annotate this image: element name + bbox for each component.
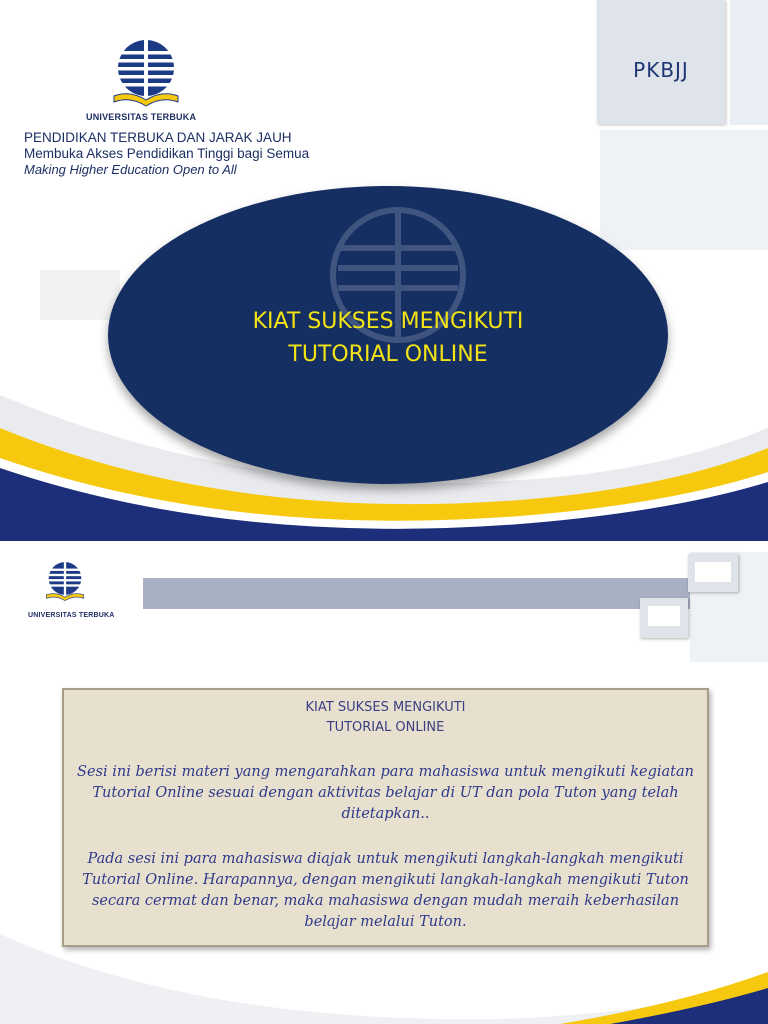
slide-title: [108, 305, 668, 371]
tagline: [24, 130, 309, 178]
title-line-1: KIAT SUKSES MENGIKUTI: [252, 309, 524, 334]
logo-caption: UNIVERSITAS TERBUKA: [28, 612, 115, 619]
content-box: [62, 688, 709, 947]
background-panel: [730, 0, 768, 125]
ut-logo-icon: [110, 38, 182, 110]
content-slide: [0, 544, 768, 1024]
window-tile: [695, 562, 731, 582]
paragraph-1: Sesi ini berisi materi yang mengarahkan para mahasiswa untuk mengikuti kegiatan Tutorial Online sesuai dengan aktivitas belajar di UT dan pola Tuton yang telah ditetapkan..: [77, 764, 694, 822]
tagline-line-3: Making Higher Education Open to All: [24, 162, 237, 177]
box-title: [64, 698, 707, 738]
box-title-line-1: KIAT SUKSES MENGIKUTI: [305, 700, 466, 715]
tagline-line-1: PENDIDIKAN TERBUKA DAN JARAK JAUH: [24, 130, 292, 145]
ut-logo-icon: [44, 560, 86, 604]
paragraph-2: Pada sesi ini para mahasiswa diajak untuk mengikuti langkah-langkah mengikuti Tutorial Online. Harapannya, dengan mengikuti langkah-langkah mengikuti Tuton secara cermat dan benar, maka mahasiswa dengan mudah meraih keberhasilan belajar melalui Tuton.: [82, 851, 689, 930]
box-title-line-2: TUTORIAL ONLINE: [326, 720, 445, 735]
window-tile: [648, 606, 680, 626]
background-panel: [600, 130, 768, 250]
pkbjj-label: PKBJJ: [633, 58, 689, 82]
logo-caption: UNIVERSITAS TERBUKA: [86, 112, 197, 122]
bottom-wave: [0, 924, 768, 1024]
title-line-2: TUTORIAL ONLINE: [288, 342, 488, 367]
tagline-line-2: Membuka Akses Pendidikan Tinggi bagi Semua: [24, 146, 310, 161]
pkbjj-badge: [597, 0, 725, 124]
